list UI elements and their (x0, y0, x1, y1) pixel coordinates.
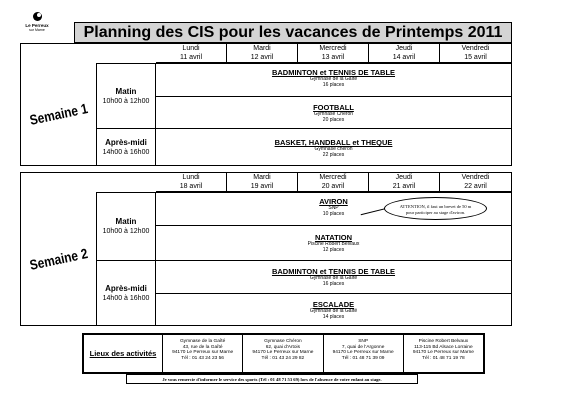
week-2-days-header (156, 173, 511, 192)
activity-place: Gymnase Chéron (313, 111, 354, 117)
venue-item: SNP 7, quai de l'Argonne 94170 Le Perreux sur Marne Tél : 01 48 71 39 09 (323, 335, 403, 372)
activity-spots: 20 places (322, 116, 345, 123)
period-name: Après-midi (105, 137, 147, 147)
page-title: Planning des CIS pour les vacances de Printemps 2011 (74, 22, 512, 43)
day-header: Mercredi 20 avril (298, 173, 369, 192)
week-1-afternoon (97, 128, 156, 165)
activity-name: AVIRON (319, 197, 348, 206)
venue-item: Gymnase de la Gaîté 43, rue de la Gaîté 94170 Le Perreux sur Marne Tél : 01 43 24 23 56 (162, 335, 242, 372)
week-2-afternoon (97, 260, 156, 325)
footer-note: Je vous remercie d'informer le service des sports (Tél : 01 48 71 53 69) lors de l'absence de votre enfant au stage. (126, 374, 418, 384)
day-header: Mardi 12 avril (227, 44, 298, 63)
period-name: Matin (115, 86, 137, 96)
period-hours: 10h00 à 12h00 (102, 97, 150, 105)
activity-name: ESCALADE (312, 300, 355, 309)
activity-name: BADMINTON et TENNIS DE TABLE (271, 267, 396, 276)
activity-spots: 22 places (322, 151, 345, 158)
activity-cell (156, 63, 511, 96)
period-name: Matin (115, 217, 137, 226)
aviron-warning-callout: ATTENTION, il faut un brevet de 50 m pour participer au stage d'aviron. (384, 197, 487, 220)
logo-line1: Le Perreux (25, 23, 49, 28)
venues-box (82, 333, 485, 374)
logo-line2: sur Marne (29, 28, 45, 32)
venue-item: Piscine Robert Belvaux 113-115 Bd Alsace Lorraine 94170 Le Perreux sur Marne Tél : 01 48 71 19 78 (403, 335, 483, 372)
activity-cell (156, 293, 511, 325)
period-hours: 14h00 à 16h00 (102, 294, 150, 302)
week-2-label: Semaine 2 (21, 192, 97, 325)
activity-spots: 16 places (322, 280, 345, 287)
day-header: Jeudi 14 avril (369, 44, 440, 63)
activity-place: SNP (328, 205, 339, 211)
week-1-label: Semaine 1 (21, 63, 97, 165)
day-header: Mardi 19 avril (227, 173, 298, 192)
day-header: Vendredi 15 avril (440, 44, 511, 63)
activity-spots: 14 places (322, 313, 345, 320)
activity-cell (156, 260, 511, 293)
activity-name: BASKET, HANDBALL et THEQUE (274, 138, 393, 147)
activity-name: FOOTBALL (313, 103, 354, 112)
activity-name: NATATION (314, 233, 353, 242)
day-header: Lundi 18 avril (156, 173, 227, 192)
activity-spots: 12 places (322, 246, 345, 253)
week-1-morning (97, 63, 156, 128)
week-1-days-header (156, 44, 511, 63)
period-hours: 14h00 à 16h00 (102, 148, 150, 156)
activity-place: Gymnase chéron (314, 146, 353, 152)
day-header: Jeudi 21 avril (369, 173, 440, 192)
activity-place: Gymnase de la Gaîté (309, 275, 358, 281)
activity-name: BADMINTON et TENNIS DE TABLE (271, 68, 396, 77)
activity-cell (156, 225, 511, 260)
day-header: Lundi 11 avril (156, 44, 227, 63)
venue-item: Gymnase Chéron 62, quai d'Artois 94170 Le Perreux sur Marne Tél : 01 43 24 29 82 (242, 335, 322, 372)
week-2-morning (97, 192, 156, 260)
activity-place: Gymnase de la Gaîté (309, 308, 358, 314)
logo-emblem-icon (33, 12, 42, 21)
town-logo (20, 12, 54, 40)
activity-cell (156, 128, 511, 165)
period-hours: 10h00 à 12h00 (102, 228, 150, 235)
day-header: Vendredi 22 avril (440, 173, 511, 192)
activity-spots: 16 places (322, 81, 345, 88)
activity-spots: 10 places (322, 210, 345, 217)
activity-place: Gymnase de la Gaîté (309, 76, 358, 82)
week-2-table (20, 172, 512, 326)
day-header: Mercredi 13 avril (298, 44, 369, 63)
week-1-table (20, 43, 512, 166)
period-name: Après-midi (105, 283, 147, 293)
activity-place: Piscine Robert Belvaux (307, 241, 360, 247)
venues-label: Lieux des activités (89, 349, 157, 358)
activity-cell (156, 96, 511, 128)
